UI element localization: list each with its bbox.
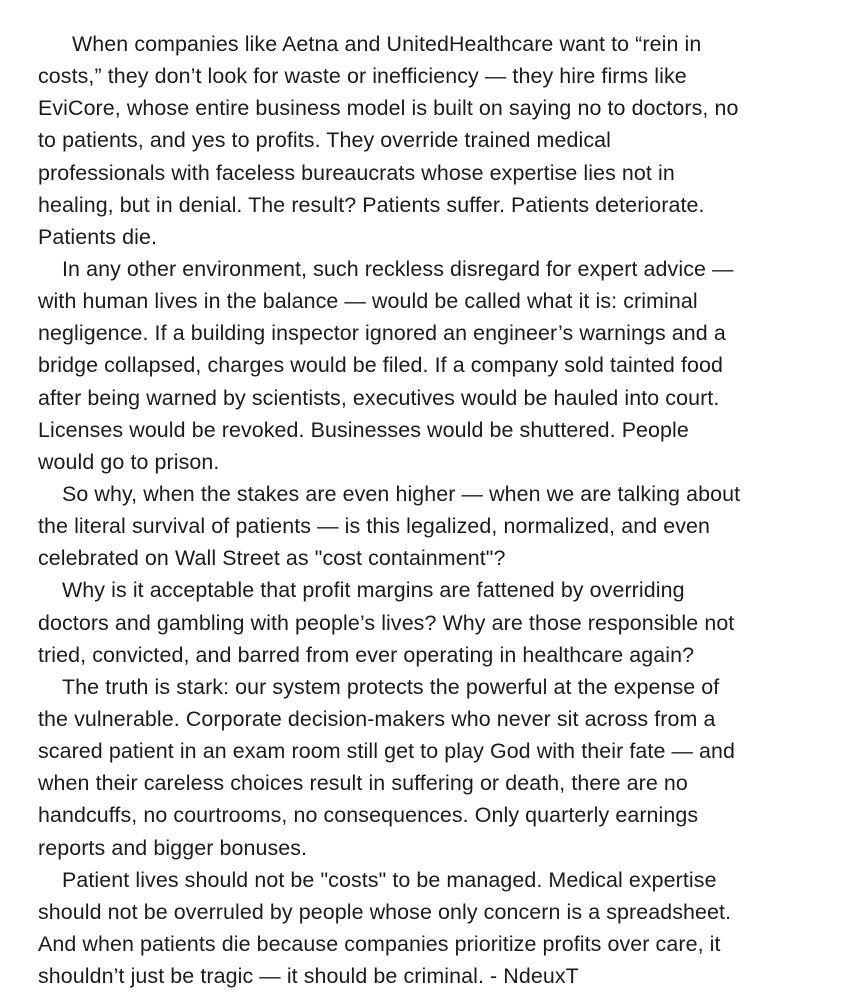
text-line: In any other environment, such reckless disregard for expert advice — [62,256,734,281]
text-line: celebrated on Wall Street as "cost containment"? [38,546,506,571]
paragraph-4 [38,574,838,670]
text-line: with human lives in the balance — would be called what it is: criminal [38,289,698,314]
paragraph-1 [38,28,838,253]
text-line: Why is it acceptable that profit margins are fattened by overriding [62,578,685,603]
text-line: healing, but in denial. The result? Patients suffer. Patients deteriorate. [38,192,705,217]
text-line: When companies like Aetna and UnitedHealthcare want to “rein in [72,32,702,56]
text-line: Patient lives should not be "costs" to be managed. Medical expertise [62,867,717,892]
text-line: would go to prison. [38,449,220,474]
text-line: So why, when the stakes are even higher — when we are talking about [62,481,741,506]
paragraph-5 [38,671,838,864]
text-line: shouldn’t just be tragic — it should be criminal. - NdeuxT [38,964,579,989]
text-line: the literal survival of patients — is this legalized, normalized, and even [38,514,711,539]
paragraph-6 [38,864,838,993]
text-line: doctors and gambling with people’s lives? Why are those responsible not [38,610,735,635]
text-line: professionals with faceless bureaucrats whose expertise lies not in [38,160,675,185]
text-line: to patients, and yes to profits. They override trained medical [38,128,611,153]
essay-text [38,28,838,992]
text-line: when their careless choices result in suffering or death, there are no [38,771,688,796]
text-line: negligence. If a building inspector ignored an engineer’s warnings and a [38,321,726,346]
text-line: And when patients die because companies prioritize profits over care, it [38,931,721,956]
paragraph-2 [38,253,838,478]
text-line: the vulnerable. Corporate decision-makers who never sit across from a [38,706,716,731]
text-line: scared patient in an exam room still get to play God with their fate — and [38,739,736,764]
text-line: tried, convicted, and barred from ever operating in healthcare again? [38,642,695,667]
text-line: should not be overruled by people whose only concern is a spreadsheet. [38,899,732,924]
text-line: after being warned by scientists, executives would be hauled into court. [38,385,720,410]
text-line: Patients die. [38,224,158,249]
text-line: handcuffs, no courtrooms, no consequences. Only quarterly earnings [38,803,699,828]
text-line: Licenses would be revoked. Businesses would be shuttered. People [38,417,689,442]
text-line: bridge collapsed, charges would be filed. If a company sold tainted food [38,353,723,378]
text-line: reports and bigger bonuses. [38,835,308,860]
text-line: EviCore, whose entire business model is built on saying no to doctors, no [38,96,739,121]
text-line: The truth is stark: our system protects the powerful at the expense of [62,674,720,699]
paragraph-3 [38,478,838,574]
text-line: costs,” they don’t look for waste or inefficiency — they hire firms like [38,64,687,89]
